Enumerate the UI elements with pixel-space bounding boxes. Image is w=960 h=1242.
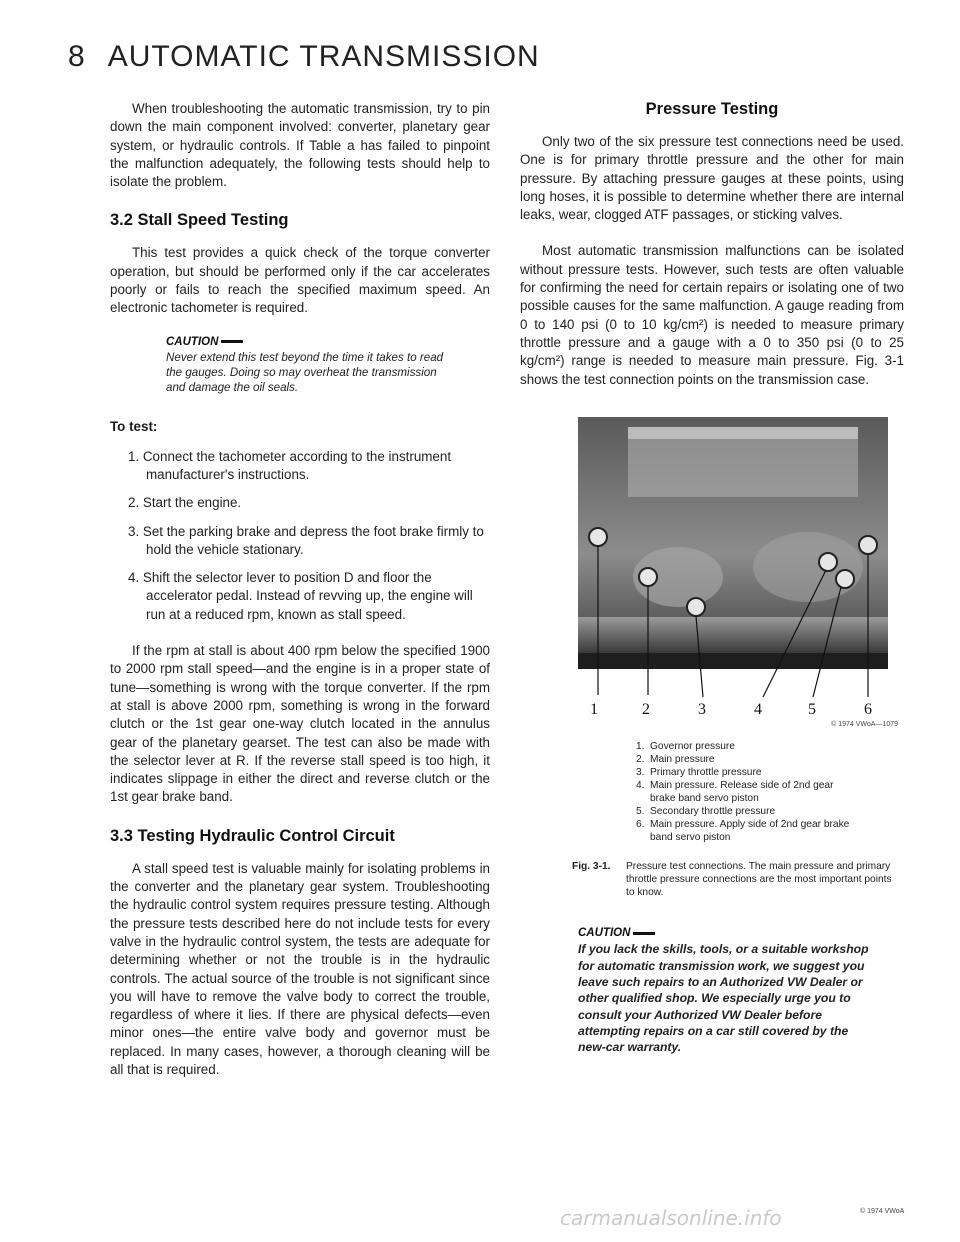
page-header [68,40,540,74]
caution-title: CAUTION [578,927,873,939]
legend-item: 4. Main pressure. Release side of 2nd gear brake band servo piston [636,779,834,804]
test-step: 3. Set the parking brake and depress the foot brake firmly to hold the vehicle stationary. [128,523,484,557]
intro-paragraph: When troubleshooting the automatic transmission, try to pin down the main component involved: converter, planetary gear system, or hydraulic controls. If Table a has failed to pinpoint the malfunction adequately, the following tests should help to isolate the problem. [110,101,490,190]
chapter-title: AUTOMATIC TRANSMISSION [107,40,540,73]
callout-2: 2 [642,700,650,717]
legend-item: 6. Main pressure. Apply side of 2nd gear brake band servo piston [636,818,850,843]
page-number: 8 [68,40,86,73]
caution-box-warranty [578,927,873,1055]
test-step: 2. Start the engine. [128,495,242,511]
figure-caption [572,860,902,900]
callout-3: 3 [698,700,706,717]
callout-6: 6 [864,700,872,717]
left-column [110,100,490,1097]
port-marker-6 [859,536,877,554]
photo-credit: © 1974 VWoA—1079 [831,720,898,728]
transmission-photo [568,417,898,717]
section-3-3-title: 3.3 Testing Hydraulic Control Circuit [110,826,395,845]
section-3-2-title: 3.2 Stall Speed Testing [110,211,289,230]
port-marker-4 [819,553,837,571]
test-step: 1. Connect the tachometer according to the instrument manufacturer's instructions. [128,448,452,482]
test-steps-list [110,448,490,624]
caution-title: CAUTION [166,336,456,348]
to-test-label: To test: [110,418,158,434]
port-marker-3 [687,598,705,616]
section-3-3-paragraph: A stall speed test is valuable mainly for isolating problems in the converter and the planetary gear system. Troubleshooting the hydraulic control system requires pressure testing. Although the pressure tests described here do not include tests for every valve in the hydraulic control system, the tests are adequate for determining whether or not the trouble is in the hydraulic controls. The actual source of the trouble is not significant since you will have to remove the valve body to correct the trouble, regardless of where it lies. If there are physical defects—even minor ones—the entire valve body and governor must be replaced. In many cases, however, a thorough cleaning will be all that is required. [110,860,490,1077]
figure-label: Fig. 3-1. [572,860,611,872]
legend-item: 1. Governor pressure [636,740,735,752]
transmission-case-illustration [568,417,898,717]
caution-text: If you lack the skills, tools, or a suitable workshop for automatic transmission work, we suggest you leave such repairs to an Authorized VW Dealer or other qualified shop. We especially urge you to consult your Authorized VW Dealer before attempting repairs on a car still covered by the new-car warranty. [578,942,869,1055]
right-column [520,100,904,1056]
servo-housing [753,532,863,602]
pressure-testing-title: Pressure Testing [645,100,779,118]
port-marker-5 [836,570,854,588]
callout-4: 4 [754,700,762,717]
legend-item: 2. Main pressure [636,753,715,765]
pressure-paragraph-1: Only two of the six pressure test connections need be used. One is for primary throttle pressure and the other for main pressure. By attaching pressure gauges at these points, using long hoses, it is possible to determine whether there are internal leaks, wear, clogged ATF passages, or sticking valves. [520,134,904,223]
page-copyright: © 1974 VWoA [860,1208,905,1215]
figure-caption-text: Pressure test connections. The main pressure and primary throttle pressure connections are the most important points to know. [626,860,892,899]
section-3-2-paragraph: This test provides a quick check of the torque converter operation, but should be performed only if the car accelerates poorly or fails to reach the specified maximum speed. An electronic tachometer is required. [110,245,490,316]
oil-pan [578,617,888,657]
figure-legend [636,740,856,844]
port-marker-2 [639,568,657,586]
port-marker-1 [589,528,607,546]
stall-result-paragraph: If the rpm at stall is about 400 rpm below the specified 1900 to 2000 rpm stall speed—and the engine is in a proper state of tune—something is wrong with the torque converter. If the rpm at stall is above 2000 rpm, something is wrong in the forward clutch or the 1st gear one-way clutch located in the annulus gear of the planetary gearset. The test can also be made with the selector lever at R. If the reverse stall speed is too high, it indicates slippage in either the direct and reverse clutch or the 1st gear brake band. [110,643,490,805]
case-edge [628,427,858,439]
test-step: 4. Shift the selector lever to position D and floor the accelerator pedal. Instead of revving up, the engine will run at a reduced rpm, known as stall speed. [128,570,473,622]
legend-item: 5. Secondary throttle pressure [636,805,776,817]
pan-flange [578,653,888,669]
legend-item: 3. Primary throttle pressure [636,766,762,778]
caution-text: Never extend this test beyond the time it takes to read the gauges. Doing so may overheat the transmission and damage the oil seals. [166,350,444,394]
pressure-paragraph-2: Most automatic transmission malfunctions can be isolated without pressure tests. However, such tests are often valuable for confirming the need for certain repairs or isolating one of two possible causes for the same malfunction. A gauge reading from 0 to 140 psi (0 to 10 kg/cm²) is needed to measure primary throttle pressure and a gauge with a 0 to 350 psi (0 to 25 kg/cm²) range is needed to measure main pressure. Fig. 3-1 shows the test connection points on the transmission case. [520,243,904,387]
caution-box-stall [166,336,456,395]
callout-1: 1 [590,700,598,717]
callout-5: 5 [808,700,816,717]
site-watermark: carmanualsonline.info [560,1206,782,1230]
